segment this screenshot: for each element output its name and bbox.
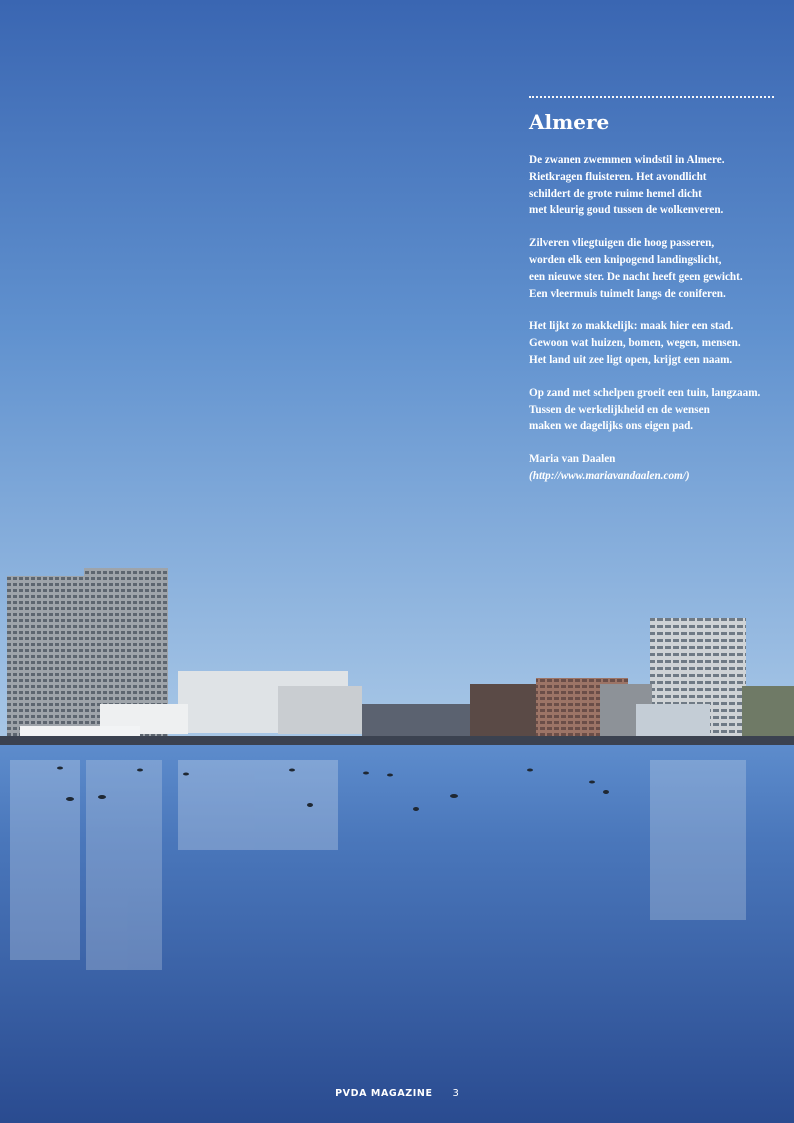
poem-line: schildert de grote ruime hemel dicht (529, 187, 702, 200)
poem-line: Rietkragen fluisteren. Het avondlicht (529, 170, 707, 183)
poem-line: Het land uit zee ligt open, krijgt een naam. (529, 353, 733, 366)
dotted-divider (529, 96, 774, 106)
poem-line: Het lijkt zo makkelijk: maak hier een stad. (529, 320, 734, 333)
poem-line: Gewoon wat huizen, bomen, wegen, mensen. (529, 337, 741, 350)
poem-line: een nieuwe ster. De nacht heeft geen gewicht. (529, 270, 743, 283)
poem (529, 96, 774, 485)
poem-line: Op zand met schelpen groeit een tuin, langzaam. (529, 386, 761, 399)
stanza-4 (529, 385, 774, 435)
page-footer (0, 1081, 794, 1100)
page-number: 3 (452, 1088, 459, 1099)
stanza-3 (529, 318, 774, 368)
magazine-name: PVDA MAGAZINE (335, 1088, 433, 1099)
poem-line: Zilveren vliegtuigen die hoog passeren, (529, 237, 715, 250)
poem-line: met kleurig goud tussen de wolkenveren. (529, 204, 724, 217)
poem-line: Een vleermuis tuimelt langs de coniferen. (529, 287, 726, 300)
poem-line: maken we dagelijks ons eigen pad. (529, 420, 694, 433)
poem-line: Tussen de werkelijkheid en de wensen (529, 403, 710, 416)
stanza-1 (529, 152, 774, 219)
stanza-2 (529, 235, 774, 302)
poem-title: Almere (529, 110, 610, 134)
poem-author: Maria van Daalen (529, 453, 616, 466)
poem-line: De zwanen zwemmen windstil in Almere. (529, 154, 725, 166)
author-url: (http://www.mariavandaalen.com/) (529, 469, 690, 482)
poem-line: worden elk een knipogend landingslicht, (529, 253, 722, 266)
